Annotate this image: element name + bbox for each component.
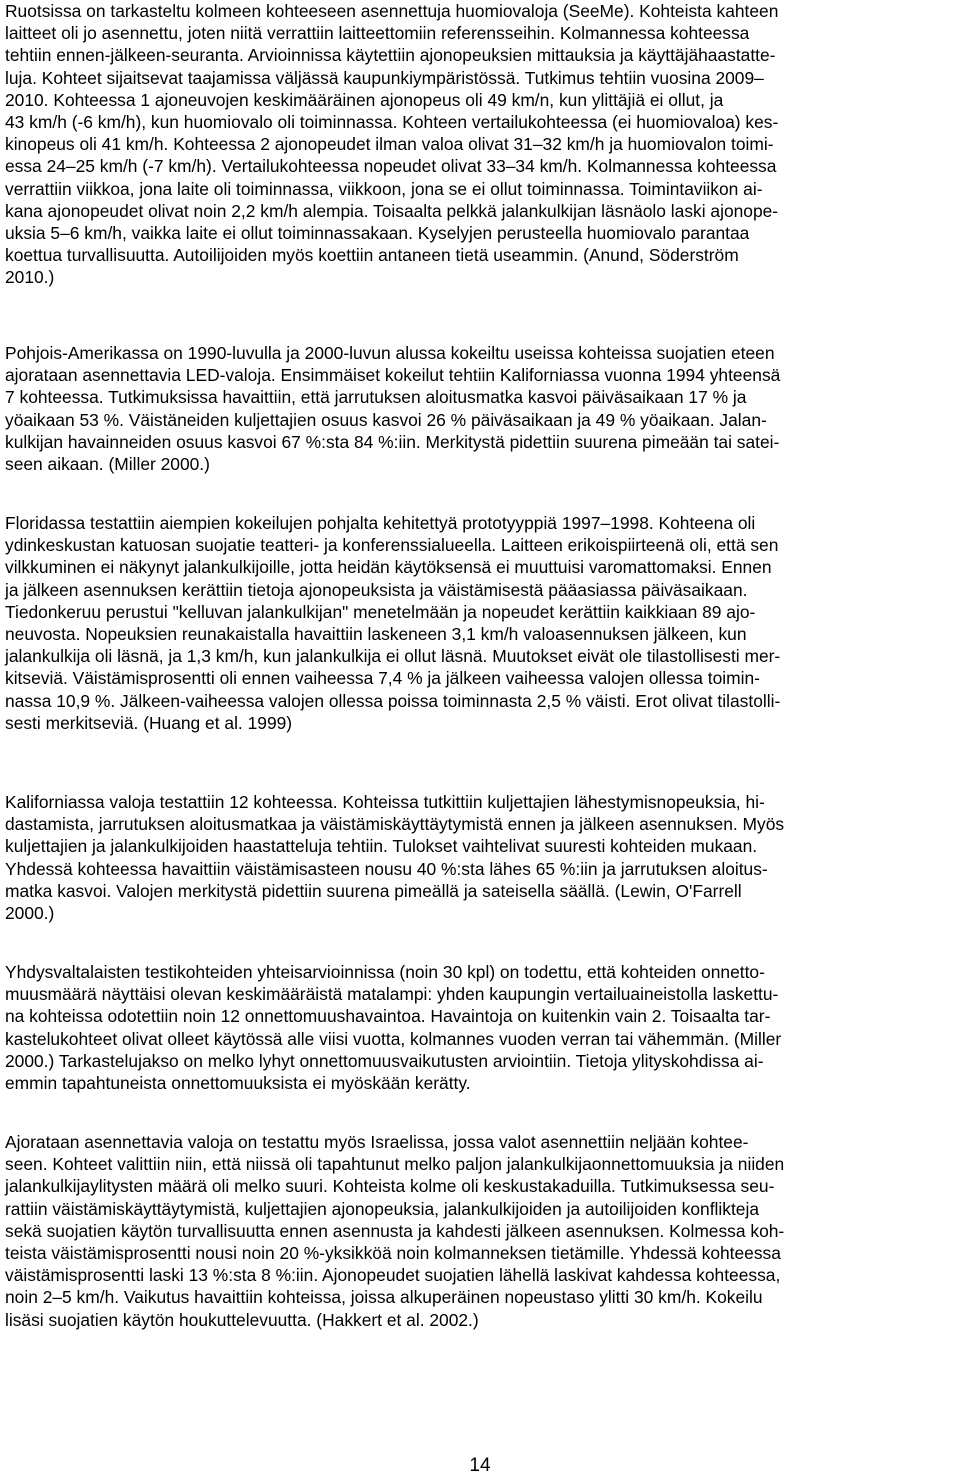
text-line: Kaliforniassa valoja testattiin 12 kohteessa. Kohteissa tutkittiin kuljettajien lähestymisnopeuksia, hi-: [5, 792, 765, 812]
text-line: noin 2–5 km/h. Vaikutus havaittiin kohteissa, joissa alkuperäinen nopeustaso ylitti 30 km/h. Kokeilu: [5, 1287, 763, 1308]
paragraph-us-joint-evaluation: [5, 961, 781, 1094]
text-line: verrattiin viikkoa, jona laite oli toiminnassa, viikkoon, jona se ei ollut toiminnassa. Toimintaviikon ai-: [5, 178, 763, 199]
text-line: koettua turvallisuutta. Autoilijoiden myös koettiin antaneen tietä useammin. (Anund, Söderström: [5, 245, 739, 266]
text-line: rattiin väistämiskäyttäytymistä, kuljettajien ajonopeuksia, jalankulkijoiden ja autoilijoiden konflikteja: [5, 1198, 759, 1219]
text-line: kulkijan havainneiden osuus kasvoi 67 %:sta 84 %:iin. Merkitystä pidettiin suurena pimeään tai satei-: [5, 431, 780, 452]
text-line: sekä suojatien käytön turvallisuutta ennen asennusta ja kahdesti jälkeen asennuksen. Kolmessa koh-: [5, 1220, 785, 1241]
text-line: lisäsi suojatien käytön houkuttelevuutta. (Hakkert et al. 2002.): [5, 1309, 479, 1330]
text-line: jalankulkija oli läsnä, ja 1,3 km/h, kun jalankulkija ei ollut läsnä. Muutokset eivät ole tilastollisesti mer-: [5, 646, 781, 667]
text-line: Ruotsissa on tarkasteltu kolmeen kohteeseen asennettuja huomiovaloja (SeeMe). Kohteista kahteen: [5, 1, 779, 21]
paragraph-north-america-led: [5, 342, 780, 475]
text-line: dastamista, jarrutuksen aloitusmatkaa ja väistämiskäyttäytymistä ennen ja jälkeen asennuksen. Myös: [5, 814, 785, 835]
text-line: neuvosta. Nopeuksien reunakaistalla havaittiin laskeneen 3,1 km/h valoasennuksen jälkeen, kun: [5, 624, 747, 645]
text-line: ajorataan asennettavia LED-valoja. Ensimmäiset kokeilut tehtiin Kaliforniassa vuonna 1994 yhteensä: [5, 365, 781, 386]
text-line: Floridassa testattiin aiempien kokeilujen pohjalta kehitettyä prototyyppiä 1997–1998. Kohteena oli: [5, 513, 756, 533]
text-line: Pohjois-Amerikassa on 1990-luvulla ja 2000-luvun alussa kokeiltu useissa kohteissa suojatien eteen: [5, 343, 775, 363]
text-line: laitteet oli jo asennettu, joten niitä verrattiin laitteettomiin referensseihin. Kolmannessa kohteessa: [5, 23, 750, 44]
text-line: kana ajonopeudet olivat noin 2,2 km/h alempia. Toisaalta pelkkä jalankulkijan läsnäolo laski ajonope-: [5, 200, 779, 221]
text-line: 7 kohteessa. Tutkimuksissa havaittiin, että jarrutuksen aloitusmatka kasvoi päiväsaikaan 17 % ja: [5, 387, 747, 408]
text-line: 2010.): [5, 267, 55, 288]
text-line: sesti merkitseviä. (Huang et al. 1999): [5, 712, 293, 733]
text-line: seen. Kohteet valittiin niin, että niissä oli tapahtunut melko paljon jalankulkijaonnettomuuksia ja niiden: [5, 1154, 785, 1175]
text-line: 2000.): [5, 903, 55, 924]
text-line: ydinkeskustan katuosan suojatie teatteri- ja konferenssialueella. Laitteen erikoispiirteenä oli, että sen: [5, 535, 779, 556]
text-line: jalankulkijaylitysten määrä oli melko suuri. Kohteista kolme oli keskustakaduilla. Tutkimuksessa seu-: [5, 1176, 775, 1197]
text-line: vilkkuminen ei näkynyt jalankulkijoille, jotta heidän käytöksensä ei muuttuisi varomattomaksi. Ennen: [5, 557, 772, 578]
text-line: yöaikaan 53 %. Väistäneiden kuljettajien osuus kasvoi 26 % päiväsaikaan ja 49 % yöaikaan. Jalan-: [5, 409, 767, 430]
paragraph-israel-tests: [5, 1131, 784, 1331]
text-line: 2010. Kohteessa 1 ajoneuvojen keskimääräinen ajonopeus oli 49 km/n, kun ylittäjiä ei ollut, ja: [5, 89, 724, 110]
text-line: Yhdessä kohteessa havaittiin väistämisasteen nousu 40 %:sta lähes 65 %:iin ja jarrutuksen aloitus-: [5, 858, 768, 879]
paragraph-florida-prototype: [5, 512, 780, 734]
text-line: kinopeus oli 41 km/h. Kohteessa 2 ajonopeudet ilman valoa olivat 31–32 km/h ja huomiovalon toimi-: [5, 134, 774, 155]
text-line: nassa 10,9 %. Jälkeen-vaiheessa valojen ollessa poissa toiminnasta 2,5 % väisti. Erot olivat tilastolli-: [5, 690, 781, 711]
text-line: seen aikaan. (Miller 2000.): [5, 454, 210, 475]
text-line: na kohteissa odotettiin noin 12 onnettomuushavaintoa. Havaintoja on kuitenkin vain 2. Toisaalta tar-: [5, 1006, 771, 1027]
text-line: Ajorataan asennettavia valoja on testattu myös Israelissa, jossa valot asennettiin neljään kohtee-: [5, 1132, 749, 1152]
paragraph-sweden-seeme: [5, 0, 778, 289]
text-line: väistämisprosentti laski 13 %:sta 8 %:iin. Ajonopeudet suojatien lähellä laskivat kahdessa kohteessa,: [5, 1265, 781, 1286]
text-line: kuljettajien ja jalankulkijoiden haastatteluja tehtiin. Tulokset vaihtelivat suuresti kohteiden mukaan.: [5, 836, 758, 857]
text-line: luja. Kohteet sijaitsevat taajamissa väljässä kaupunkiympäristössä. Tutkimus tehtiin vuosina 2009–: [5, 67, 764, 88]
page-number: 14: [469, 1455, 491, 1476]
paragraph-california-tests: [5, 791, 784, 924]
text-line: 43 km/h (-6 km/h), kun huomiovalo oli toiminnassa. Kohteen vertailukohteessa (ei huomiovaloa) kes-: [5, 112, 779, 133]
text-line: kastelukohteet olivat olleet käytössä alle viisi vuotta, kolmannes vuoden verran tai vähemmän. (Miller: [5, 1028, 782, 1049]
text-line: muusmäärä näyttäisi olevan keskimääräistä matalampi: yhden kaupungin vertailuaineistolla laskettu-: [5, 984, 779, 1005]
text-line: essa 24–25 km/h (-7 km/h). Vertailukohteessa nopeudet olivat 33–34 km/h. Kolmannessa kohteessa: [5, 156, 777, 177]
text-line: teista väistämisprosentti nousi noin 20 %-yksikköä noin kolmanneksen tietämille. Yhdessä kohteessa: [5, 1243, 781, 1264]
text-line: emmin tapahtuneista onnettomuuksista ei myöskään kerätty.: [5, 1073, 471, 1094]
text-line: Tiedonkeruu perustui "kelluvan jalankulkijan" menetelmään ja nopeudet kerättiin kaikkiaan 89 ajo-: [5, 601, 756, 622]
text-line: ja jälkeen asennuksen kerättiin tietoja ajonopeuksista ja väistämisestä pääasiassa päiväsaikaan.: [5, 579, 748, 600]
text-line: kitseviä. Väistämisprosentti oli ennen vaiheessa 7,4 % ja jälkeen vaiheessa valojen ollessa toimin-: [5, 668, 760, 689]
text-line: tehtiin ennen-jälkeen-seuranta. Arvioinnissa käytettiin ajonopeuksien mittauksia ja käyttäjähaastatte-: [5, 45, 776, 66]
text-line: Yhdysvaltalaisten testikohteiden yhteisarvioinnissa (noin 30 kpl) on todettu, että kohteiden onnetto-: [5, 962, 765, 982]
text-line: 2000.) Tarkastelujakso on melko lyhyt onnettomuusvaikutusten arviointiin. Tietoja ylityskohdissa ai-: [5, 1050, 764, 1071]
text-line: uksia 5–6 km/h, vaikka laite ei ollut toiminnassakaan. Kyselyjen perusteella huomiovalo parantaa: [5, 223, 750, 244]
text-line: matka kasvoi. Valojen merkitystä pidettiin suurena pimeällä ja sateisella säällä. (Lewin, O'Farrell: [5, 880, 742, 901]
